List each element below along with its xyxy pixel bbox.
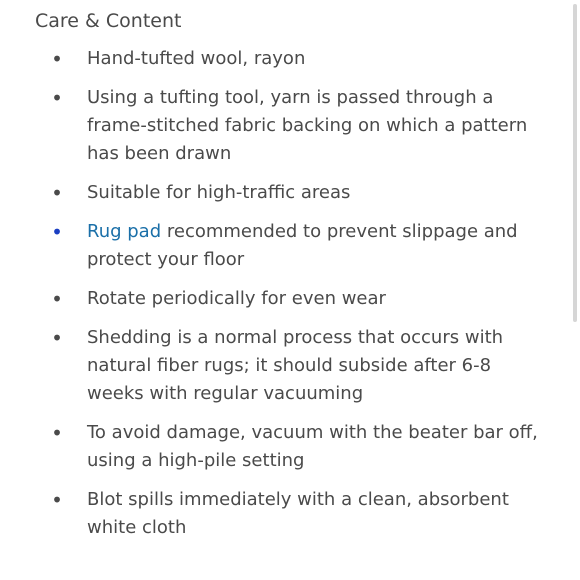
- list-item-text: To avoid damage, vacuum with the beater bar off, using a high-pile setting: [87, 422, 538, 471]
- bullet-icon: •: [51, 326, 63, 350]
- list-item: [0, 419, 560, 475]
- care-list: [0, 45, 560, 553]
- list-item: [0, 285, 560, 313]
- bullet-icon: •: [51, 220, 63, 244]
- list-item: [0, 486, 560, 542]
- rug-pad-link[interactable]: Rug pad: [87, 221, 162, 242]
- list-item: [0, 84, 560, 168]
- list-item-text: Rotate periodically for even wear: [87, 288, 386, 309]
- list-item: [0, 179, 560, 207]
- list-item-text: Blot spills immediately with a clean, absorbent white cloth: [87, 489, 509, 538]
- list-item-text: Shedding is a normal process that occurs with natural fiber rugs; it should subside after 6-8 weeks with regular vacuuming: [87, 327, 504, 404]
- bullet-icon: •: [51, 287, 63, 311]
- list-item-text: Suitable for high-traffic areas: [87, 182, 351, 203]
- scrollbar[interactable]: [573, 4, 577, 322]
- bullet-icon: •: [51, 86, 63, 110]
- list-item-text: Using a tufting tool, yarn is passed through a frame-stitched fabric backing on which a pattern has been drawn: [87, 87, 528, 164]
- list-item: [0, 218, 560, 274]
- list-item-text: recommended to prevent slippage and protect your floor: [87, 221, 518, 270]
- section-title: Care & Content: [35, 10, 182, 32]
- bullet-icon: •: [51, 181, 63, 205]
- bullet-icon: •: [51, 488, 63, 512]
- bullet-icon: •: [51, 47, 63, 71]
- list-item-text: Hand-tufted wool, rayon: [87, 48, 306, 69]
- list-item: [0, 45, 560, 73]
- bullet-icon: •: [51, 421, 63, 445]
- list-item: [0, 324, 560, 408]
